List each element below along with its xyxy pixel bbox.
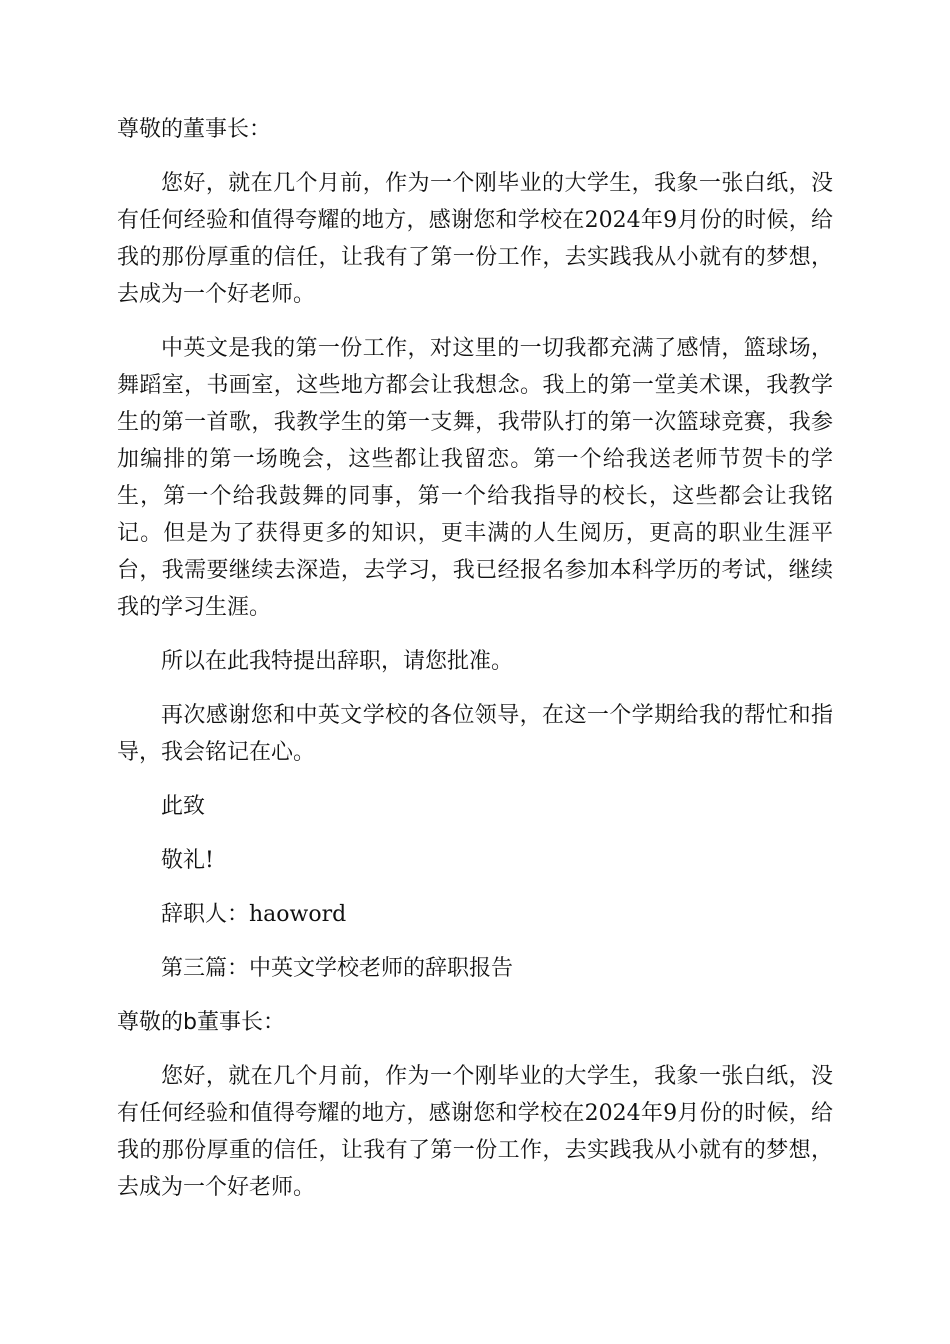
paragraph-greeting: 您好，就在几个月前，作为一个刚毕业的大学生，我象一张白纸，没有任何经验和值得夸耀的地方，感谢您和学校在2024年9月份的时候，给我的那份厚重的信任，让我有了第一份工作，去实践我从小就有的梦想，去成为一个好老师。: [117, 171, 833, 307]
document-body: [117, 111, 833, 1206]
paragraph-greeting-2: 您好，就在几个月前，作为一个刚毕业的大学生，我象一张白纸，没有任何经验和值得夸耀的地方，感谢您和学校在2024年9月份的时候，给我的那份厚重的信任，让我有了第一份工作，去实践我从小就有的梦想，去成为一个好老师。: [117, 1064, 833, 1200]
section-heading: 第三篇：中英文学校老师的辞职报告: [161, 956, 514, 981]
salutation-2: [117, 1004, 833, 1041]
paragraph-reasons: 中英文是我的第一份工作，对这里的一切我都充满了感情，篮球场，舞蹈室，书画室，这些地方都会让我想念。我上的第一堂美术课，我教学生的第一首歌，我教学生的第一支舞，我带队打的第一次篮球竞赛，我参加编排的第一场晚会，这些都让我留恋。第一个给我送老师节贺卡的学生，第一个给我鼓舞的同事，第一个给我指导的校长，这些都会让我铭记。但是为了获得更多的知识，更丰满的人生阅历，更高的职业生涯平台，我需要继续去深造，去学习，我已经报名参加本科学历的考试，继续我的学习生涯。: [117, 336, 833, 620]
paragraph-thanks: 再次感谢您和中英文学校的各位领导，在这一个学期给我的帮忙和指导，我会铭记在心。: [117, 703, 833, 765]
salutation-2-pre: 尊敬的: [117, 1010, 184, 1035]
salutation-2-post: 董事长：: [196, 1010, 285, 1035]
paragraph-request: 所以在此我特提出辞职，请您批准。: [161, 649, 514, 674]
closing-line-1: 此致: [161, 794, 206, 819]
closing-line-2: 敬礼!: [161, 848, 214, 873]
salutation-2-letter: b: [183, 1010, 197, 1035]
signature: 辞职人：haoword: [161, 902, 347, 927]
salutation: 尊敬的董事长：: [117, 117, 272, 142]
